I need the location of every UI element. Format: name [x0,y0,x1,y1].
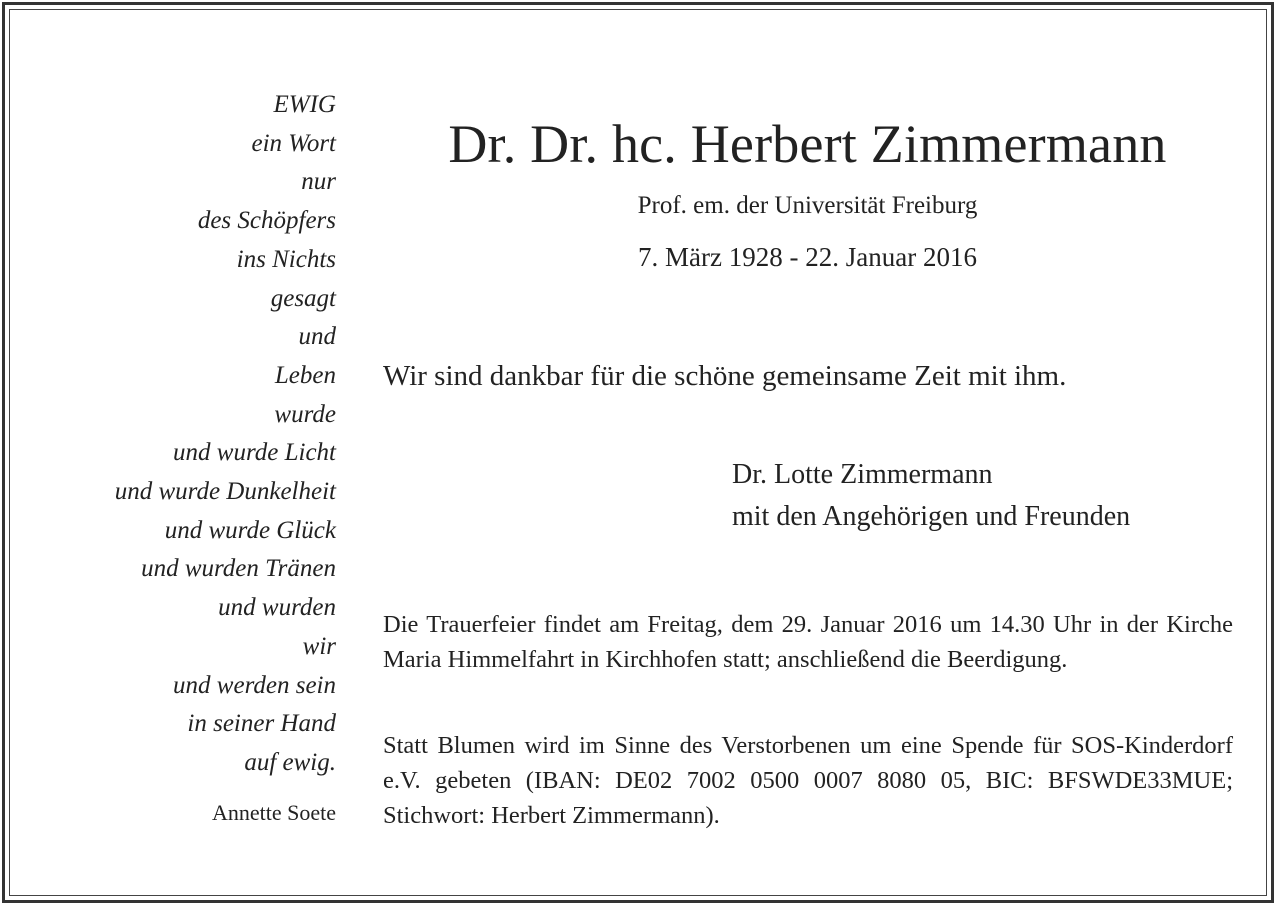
poem-line: und [298,323,336,351]
poem-line: wurde [274,400,336,428]
poem-line: wir [302,632,336,660]
poem-line: gesagt [270,284,336,312]
signature-family: mit den Angehörigen und Freunden [732,501,1131,532]
poem-line: ein Wort [251,129,336,157]
poem-line: und werden sein [173,671,336,699]
poem-line: des Schöpfers [197,207,336,235]
academic-title: Prof. em. der Universität Freiburg [637,192,978,219]
poem-line: und wurde Glück [164,516,336,544]
poem-line: auf ewig. [244,748,336,776]
signature-block [732,454,1130,538]
poem-line: EWIG [273,91,336,118]
donation-info: Statt Blumen wird im Sinne des Verstorbenen um eine Spende für SOS-Kinderdorf e.V. gebeten (IBAN: DE02 7002 0500 0007 8080 05, BIC: BFSWDE33MUE; Stichwort: Herbert Zimmermann). [383,732,1233,829]
thanks-line: Wir sind dankbar für die schöne gemeinsame Zeit mit ihm. [383,360,1067,392]
poem-line: nur [301,168,336,196]
poem-line: und wurden Tränen [141,555,336,583]
poem-author: Annette Soete [211,800,336,825]
poem-line: Leben [274,361,336,389]
poem-line: in seiner Hand [187,710,336,738]
poem-line: und wurde Licht [173,439,336,467]
deceased-name: Dr. Dr. hc. Herbert Zimmermann [448,114,1167,174]
poem-line: ins Nichts [236,245,336,273]
poem-line: und wurden [218,594,336,622]
poem-line: und wurde Dunkelheit [114,478,336,506]
signature-name: Dr. Lotte Zimmermann [732,459,993,490]
poem [115,86,336,783]
funeral-info: Die Trauerfeier findet am Freitag, dem 29. Januar 2016 um 14.30 Uhr in der Kirche Maria Himmelfahrt in Kirchhofen statt; anschließend die Beerdigung. [383,611,1233,673]
life-dates: 7. März 1928 - 22. Januar 2016 [638,242,977,272]
